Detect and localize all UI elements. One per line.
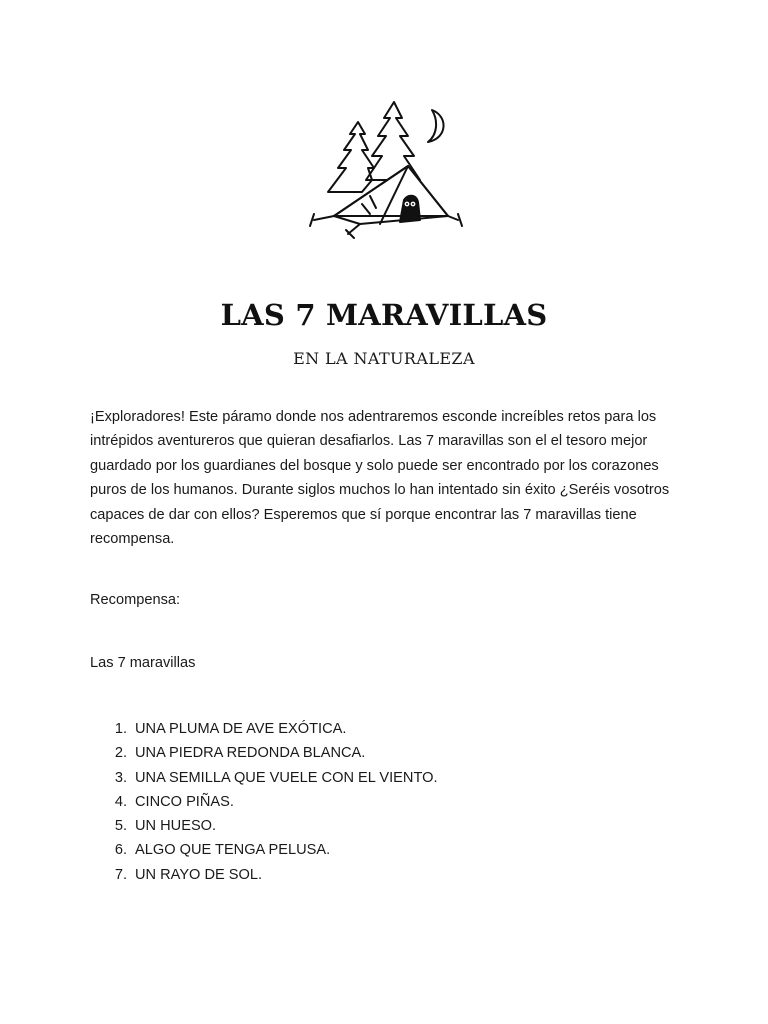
list-item-number: 1. <box>114 721 127 737</box>
intro-paragraph: ¡Exploradores! Este páramo donde nos adentraremos esconde increíbles retos para los intrépidos aventureros que quieran desafiarlos. Las 7 maravillas son el el tesoro mejor guardado por los guardianes del bosque y solo puede ser encontrado por los corazones puros de los humanos. Durante siglos muchos lo han intentado sin éxito ¿Seréis vosotros capaces de dar con ellos? Esperemos que sí porque encontrar las 7 maravillas tiene recompensa. <box>90 409 670 548</box>
list-item <box>90 838 438 862</box>
list-item-text: UNA SEMILLA QUE VUELE CON EL VIENTO. <box>135 769 438 786</box>
list-item-number: 5. <box>114 818 127 835</box>
list-item-text: UN HUESO. <box>135 818 217 835</box>
list-item <box>90 717 438 741</box>
wonders-list <box>90 717 438 887</box>
list-item-text: ALGO QUE TENGA PELUSA. <box>135 842 331 859</box>
list-item-number: 7. <box>114 866 127 883</box>
list-item <box>90 741 438 765</box>
camping-tent-trees-moon-icon <box>300 96 470 246</box>
reward-label: Recompensa: <box>90 592 181 608</box>
document-subtitle: EN LA NATURALEZA <box>293 349 475 368</box>
wonders-heading: Las 7 maravillas <box>90 655 196 671</box>
list-item-number: 2. <box>114 745 127 762</box>
list-item-text: UN RAYO DE SOL. <box>135 866 263 883</box>
list-item-text: CINCO PIÑAS. <box>135 793 234 810</box>
list-item-number: 6. <box>114 842 127 859</box>
document-title: LAS 7 MARAVILLAS <box>220 298 548 332</box>
list-item-text: UNA PLUMA DE AVE EXÓTICA. <box>135 721 347 737</box>
list-item-number: 4. <box>114 793 127 810</box>
list-item <box>90 814 438 838</box>
list-item <box>90 790 438 814</box>
list-item-text: UNA PIEDRA REDONDA BLANCA. <box>135 745 366 762</box>
list-item <box>90 863 438 887</box>
list-item <box>90 766 438 790</box>
list-item-number: 3. <box>114 769 127 786</box>
